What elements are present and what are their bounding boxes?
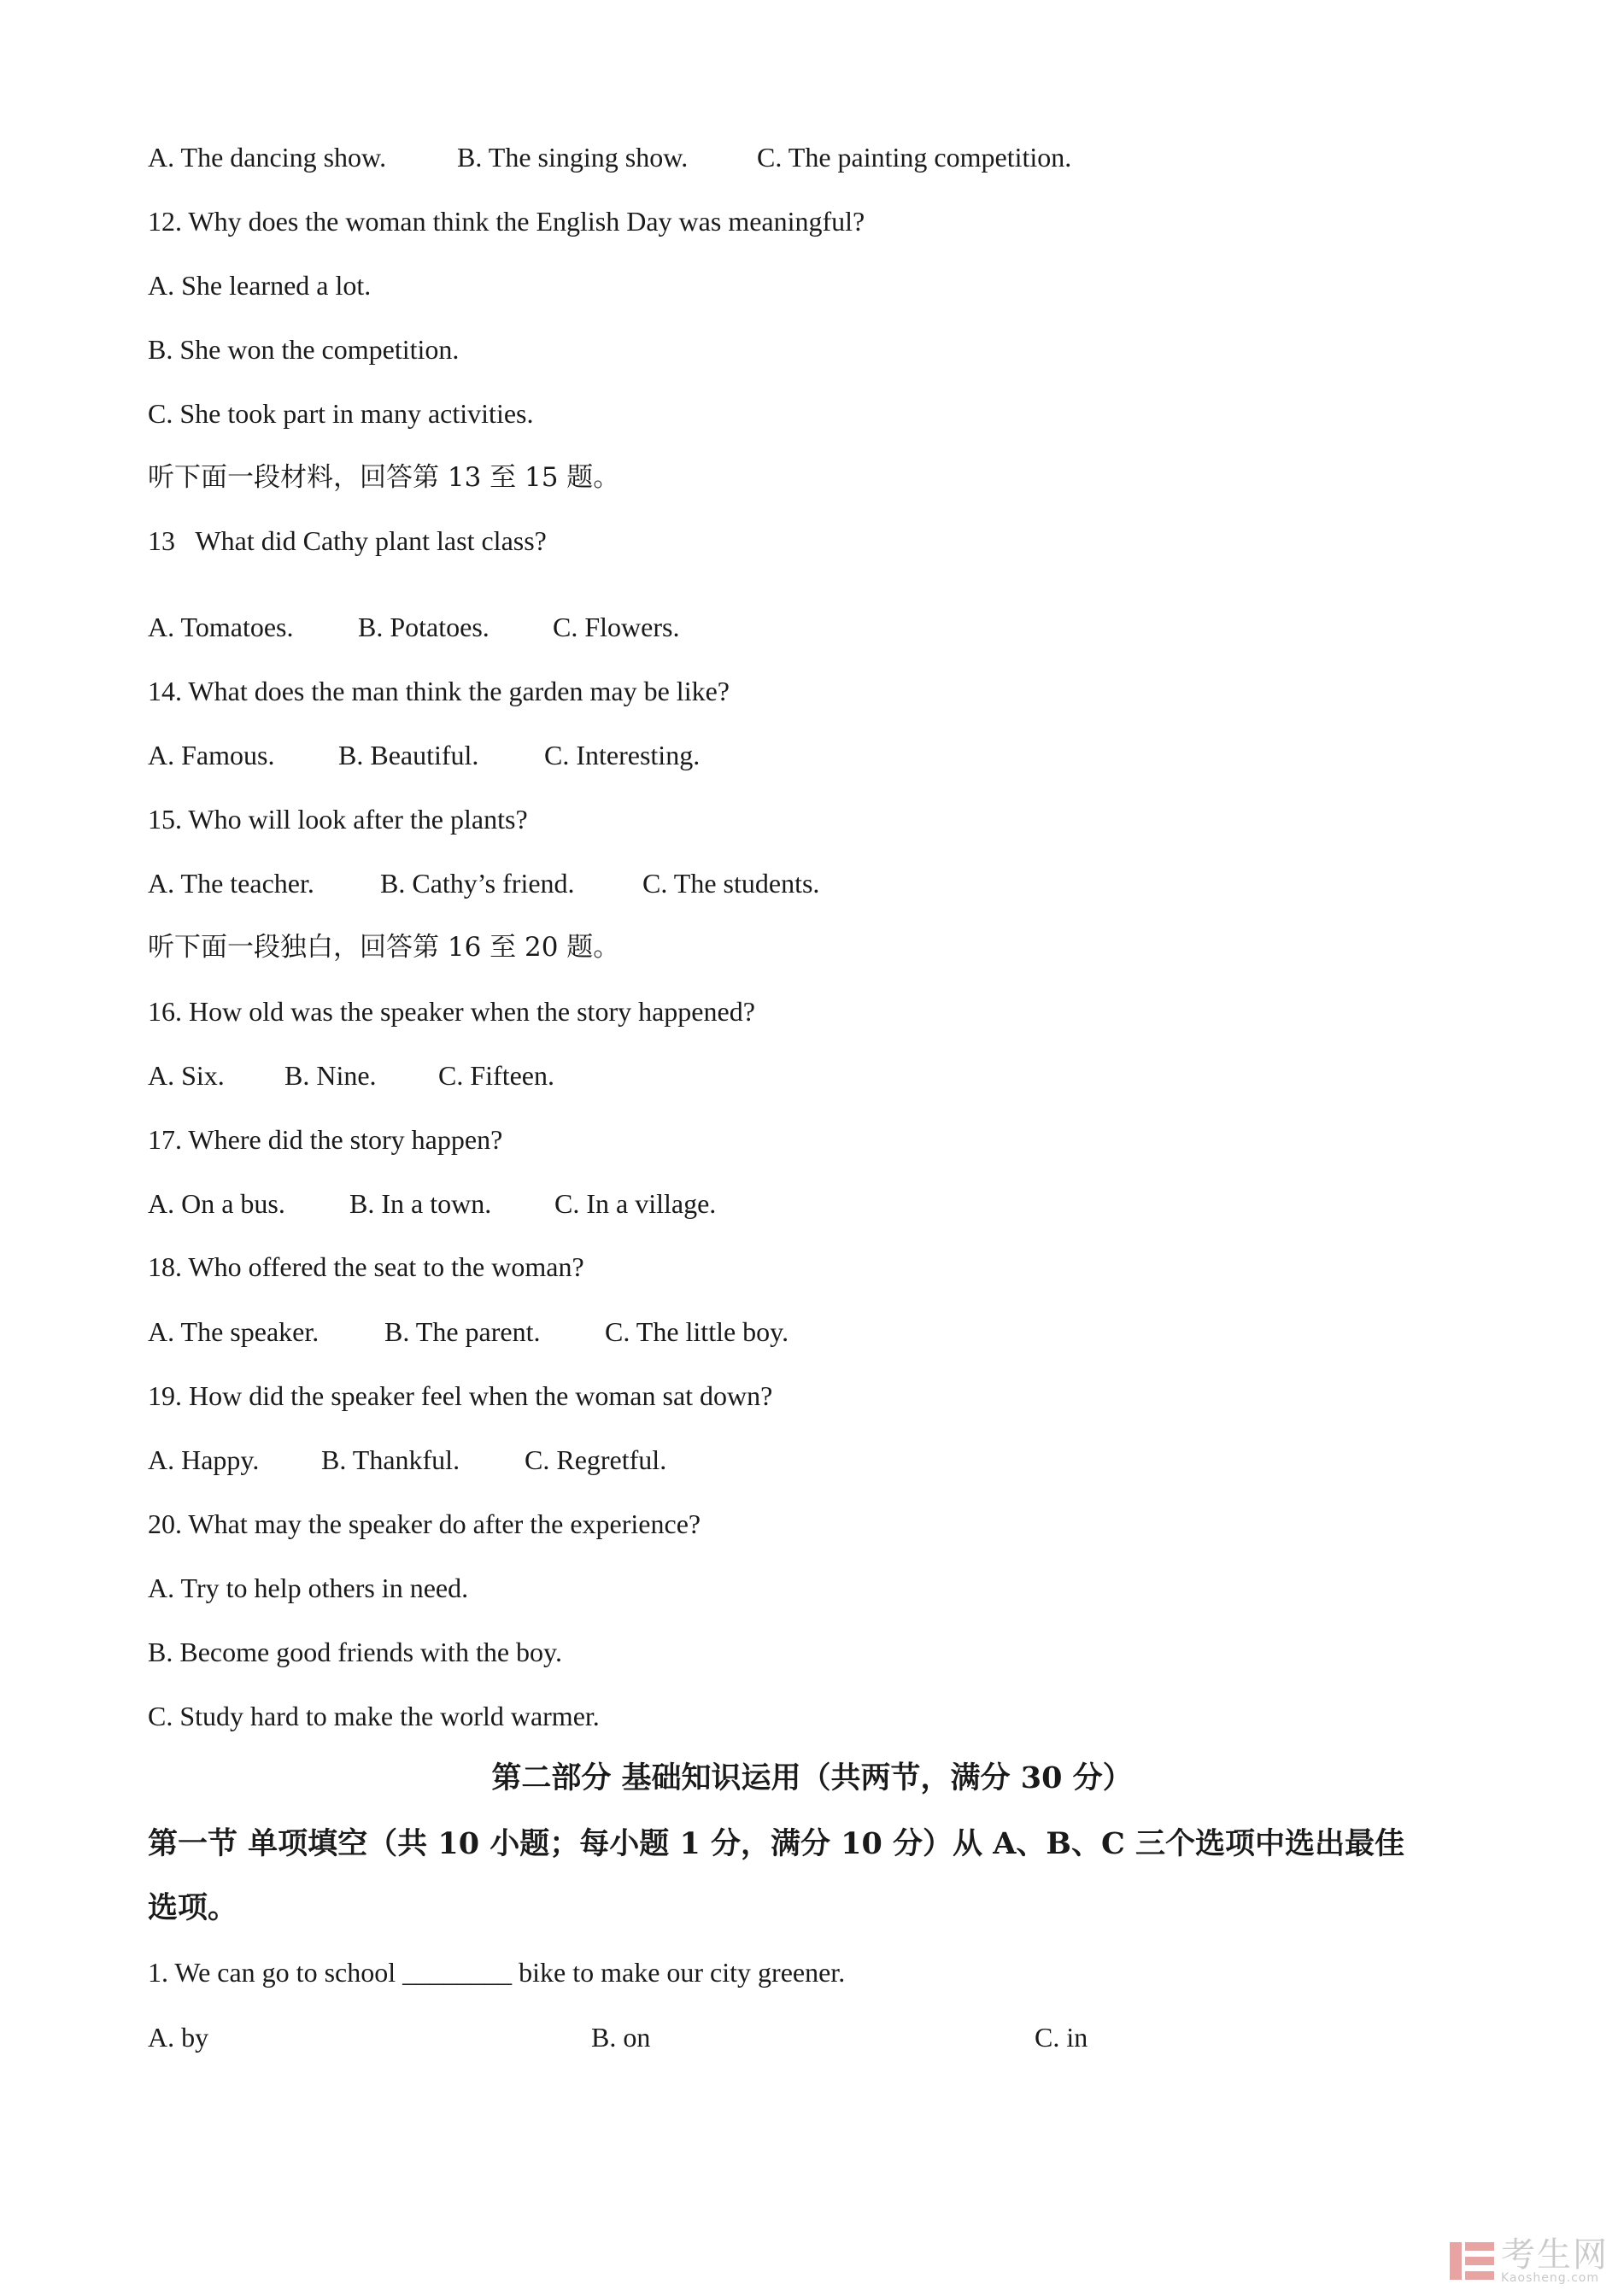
watermark-logo [1450,2235,1609,2285]
option-a: A. The teacher. [148,868,314,899]
q20-option-a: A. Try to help others in need. [148,1573,469,1603]
option-c: C. Interesting. [544,740,701,770]
option-c: C. The students. [642,868,820,899]
question-1: 1. We can go to school ________ bike to make our city greener. [148,1957,846,1988]
logo-mark-icon [1450,2242,1494,2280]
option-c: C. The little boy. [605,1316,789,1347]
option-c: C. Regretful. [525,1444,667,1475]
q20-option-c: C. Study hard to make the world warmer. [148,1701,600,1731]
question-15: 15. Who will look after the plants? [148,804,528,835]
option-c: C. Fifteen. [438,1060,554,1091]
question-17: 17. Where did the story happen? [148,1124,503,1155]
option-c: C. in [1035,2022,1088,2053]
instruction-16-20: 听下面一段独白，回答第 16 至 20 题。 [148,932,620,963]
option-b: B. on [591,2022,651,2053]
option-b: B. In a town. [349,1188,492,1219]
option-a: A. by [148,2022,209,2053]
q20-option-b: B. Become good friends with the boy. [148,1637,562,1667]
option-a: A. Tomatoes. [148,612,294,642]
question-20: 20. What may the speaker do after the experience? [148,1508,701,1539]
option-a: A. The speaker. [148,1316,320,1347]
instruction-13-15: 听下面一段材料，回答第 13 至 15 题。 [148,462,620,493]
option-b: B. Potatoes. [358,612,490,642]
question-12: 12. Why does the woman think the English Day was meaningful? [148,206,865,237]
question-13: 13 What did Cathy plant last class? [148,525,547,556]
option-b: B. Nine. [284,1060,377,1091]
q12-option-c: C. She took part in many activities. [148,398,534,429]
option-b: B. Cathy’s friend. [380,868,575,899]
watermark-subtext: Kaosheng.com [1501,2271,1599,2285]
section-one-instruction-line2: 选项。 [148,1890,238,1925]
option-b: B. Thankful. [321,1444,460,1475]
option-c: C. Flowers. [553,612,680,642]
option-a: A. Happy. [148,1444,260,1475]
option-a: A. Six. [148,1060,225,1091]
option-a: A. The dancing show. [148,142,387,173]
section-one-instruction-line1: 第一节 单项填空（共 10 小题；每小题 1 分，满分 10 分）从 A、B、C 三个选项中选出最佳 [148,1826,1405,1861]
question-19: 19. How did the speaker feel when the woman sat down? [148,1380,773,1411]
watermark-text: 考生网 [1501,2235,1609,2275]
q12-option-a: A. She learned a lot. [148,270,372,301]
option-b: B. The singing show. [457,142,689,173]
option-c: C. The painting competition. [757,142,1072,173]
question-18: 18. Who offered the seat to the woman? [148,1251,584,1282]
question-16: 16. How old was the speaker when the story happened? [148,996,755,1027]
option-b: B. Beautiful. [338,740,479,770]
option-b: B. The parent. [384,1316,541,1347]
q12-option-b: B. She won the competition. [148,334,460,365]
part-two-title: 第二部分 基础知识运用（共两节，满分 30 分） [491,1760,1133,1795]
option-a: A. On a bus. [148,1188,285,1219]
option-c: C. In a village. [554,1188,717,1219]
option-a: A. Famous. [148,740,275,770]
question-14: 14. What does the man think the garden may be like? [148,676,730,706]
